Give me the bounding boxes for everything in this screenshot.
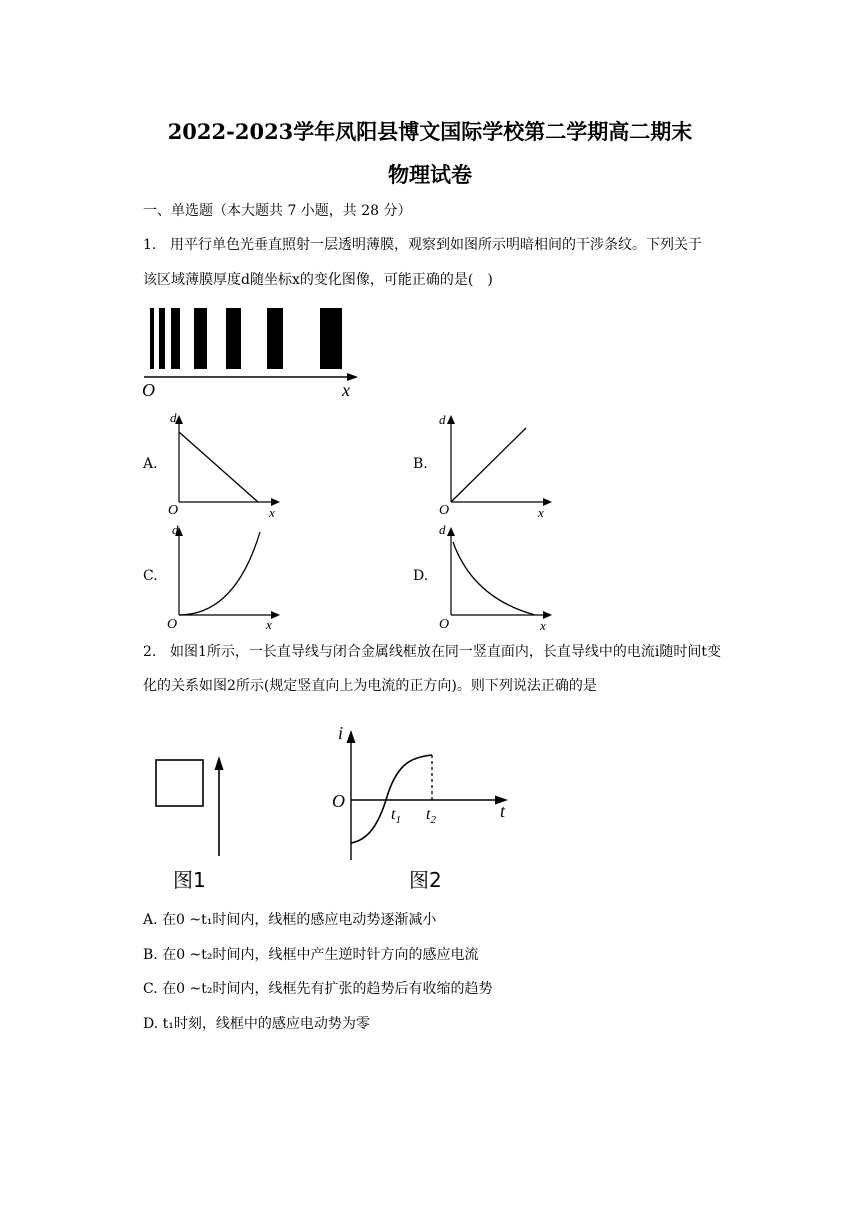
q2-option-b-label: B.	[143, 947, 158, 963]
q1-option-d-label[interactable]: D.	[413, 568, 429, 584]
wire-loop	[156, 760, 203, 806]
q2-number: 2.	[143, 644, 157, 660]
current-arrow-icon	[215, 756, 224, 770]
q2-option-a-label: A.	[143, 912, 158, 928]
q1-option-b-graph	[437, 408, 557, 520]
q2-fig2-ylabel: i	[338, 723, 344, 743]
q1-option-d-graph	[437, 520, 557, 632]
q2-option-a[interactable]	[143, 910, 436, 930]
q2-text-line1: 如图1所示，一长直导线与闭合金属线框放在同一竖直面内，长直导线中的电流i随时间t变	[170, 644, 722, 660]
q1-a-xlabel: x	[269, 505, 275, 520]
q2-option-d-text: t₁时刻，线框中的感应电动势为零	[162, 1016, 370, 1032]
page-subtitle: 物理试卷	[388, 162, 472, 187]
q1-c-origin: O	[167, 617, 178, 632]
q1-a-origin: O	[168, 503, 179, 518]
q1-option-b-label[interactable]: B.	[413, 456, 428, 472]
q2-text-line2: 化的关系如图2所示(规定竖直向上为电流的正方向)。则下列说法正确的是	[143, 678, 597, 694]
q1-fig-origin: O	[142, 380, 155, 400]
q1-b-xlabel: x	[538, 505, 544, 520]
q1-number: 1.	[143, 237, 157, 253]
q1-d-ylabel: d	[439, 522, 446, 537]
q1-fig-axis: x	[342, 380, 350, 400]
q1-c-xlabel: x	[266, 617, 272, 632]
q2-fig2-t2: $t_2$	[426, 806, 436, 826]
q2-option-c-label: C.	[143, 981, 158, 997]
q1-c-ylabel: d	[172, 522, 179, 537]
q2-option-b[interactable]	[143, 945, 479, 965]
q1-option-c-label[interactable]: C.	[143, 568, 158, 584]
q1-b-ylabel: d	[439, 412, 446, 427]
q2-option-d[interactable]	[143, 1014, 370, 1034]
q2-fig1-caption: 图1	[173, 868, 206, 892]
section-heading: 一、单选题（本大题共 7 小题，共 28 分）	[143, 203, 412, 219]
current-curve	[351, 755, 432, 843]
q2-figure2	[320, 715, 520, 860]
q2-fig2-origin: O	[332, 791, 345, 811]
q1-d-xlabel: x	[540, 618, 546, 632]
page-title: 2022-2023学年凤阳县博文国际学校第二学期高二期末	[167, 119, 693, 144]
q1-a-ylabel: d	[170, 410, 177, 425]
q1-option-a-graph	[165, 408, 285, 520]
q2-option-d-label: D.	[143, 1016, 159, 1032]
q2-fig2-xlabel: t	[500, 801, 506, 821]
q2-option-a-text: 在0 ~t₁时间内，线框的感应电动势逐渐减小	[162, 912, 437, 928]
q1-text-line1: 用平行单色光垂直照射一层透明薄膜，观察到如图所示明暗相间的干涉条纹。下列关于	[170, 237, 702, 253]
q1-fringe-figure	[138, 300, 368, 400]
q2-fig2-caption: 图2	[409, 868, 442, 892]
q1-option-c-graph	[165, 520, 285, 632]
q2-option-c-text: 在0 ~t₂时间内，线框先有扩张的趋势后有收缩的趋势	[162, 981, 493, 997]
q1-b-origin: O	[439, 503, 450, 518]
q2-option-c[interactable]	[143, 979, 492, 999]
q1-text-line2: 该区域薄膜厚度d随坐标x的变化图像，可能正确的是( )	[143, 272, 493, 288]
q1-option-a-label[interactable]: A.	[143, 456, 158, 472]
q2-fig2-t1: $t_1$	[391, 806, 401, 826]
q1-d-origin: O	[439, 617, 450, 632]
q2-option-b-text: 在0 ~t₂时间内，线框中产生逆时针方向的感应电流	[162, 947, 479, 963]
